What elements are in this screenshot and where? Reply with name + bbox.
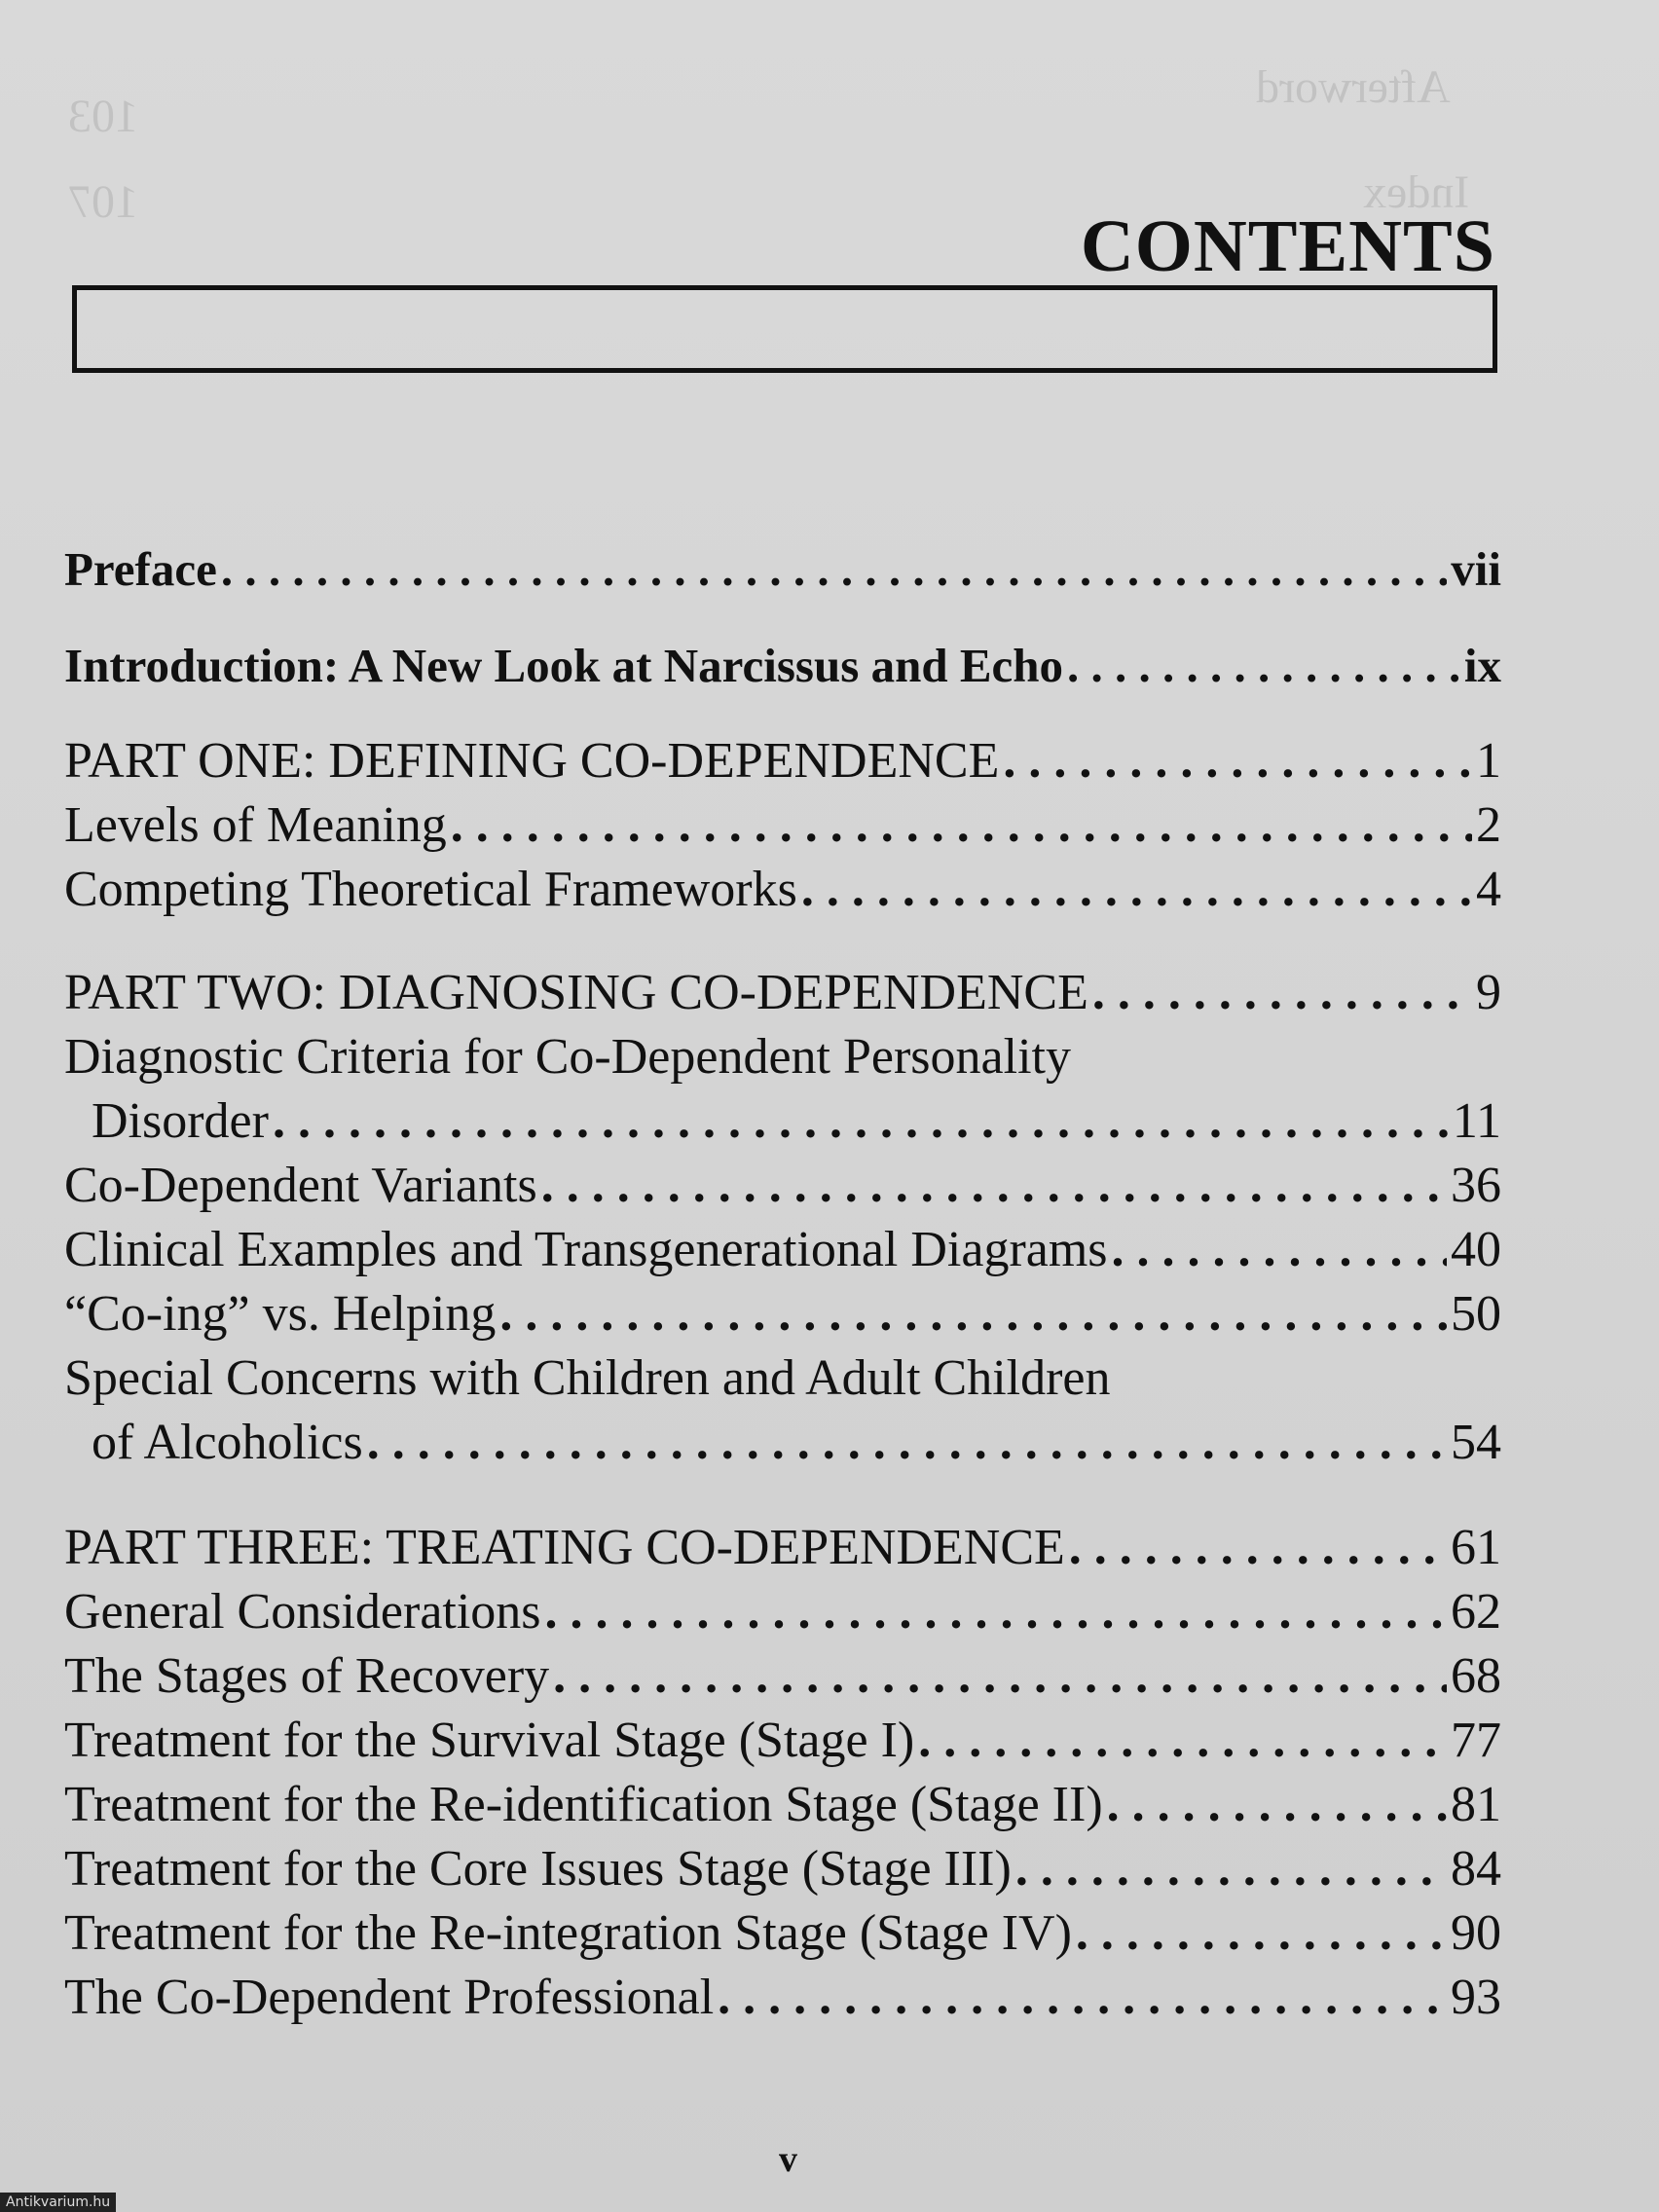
toc-label: The Stages of Recovery [64,1648,550,1704]
toc-label: Competing Theoretical Frameworks [64,862,797,917]
toc-entry-co-ing[interactable] [64,1285,1501,1344]
toc-page-number: 54 [1451,1415,1501,1470]
bleed-through-page-107: 107 [68,176,138,228]
bleed-through-page-103: 103 [68,91,138,142]
toc-entry-part-one[interactable] [64,732,1501,791]
page-folio: v [779,2139,797,2180]
leader-dots [451,796,1472,855]
toc-page-number: vii [1451,542,1501,596]
toc-label: Preface [64,542,217,596]
leader-dots [221,540,1447,599]
leader-dots [273,1092,1449,1151]
leader-dots [1003,732,1472,791]
toc-page-number: 90 [1451,1905,1501,1961]
leader-dots [918,1712,1447,1770]
toc-label: General Considerations [64,1584,541,1640]
toc-page-number: 77 [1451,1713,1501,1768]
watermark: Antikvarium.hu [0,2193,116,2212]
title-rule-box [72,285,1497,373]
toc-entry-part-three[interactable] [64,1519,1501,1577]
toc-label: PART THREE: TREATING CO-DEPENDENCE [64,1520,1065,1575]
toc-label: Disorder [92,1093,269,1149]
bleed-through-index: Index [1363,166,1470,218]
toc-label: Introduction: A New Look at Narcissus and Echo [64,639,1064,692]
toc-entry-codependent-professional[interactable] [64,1969,1501,2027]
toc-label: Treatment for the Core Issues Stage (Stage III) [64,1841,1012,1897]
toc-entry-preface[interactable] [64,540,1501,599]
toc-page-number: 61 [1451,1520,1501,1575]
toc-label: Treatment for the Re-identification Stage (Stage II) [64,1777,1103,1832]
toc-page-number: 93 [1451,1970,1501,2025]
toc-entry-levels-of-meaning[interactable] [64,796,1501,855]
toc-label: Clinical Examples and Transgenerational Diagrams [64,1222,1108,1277]
toc-page-number: 81 [1451,1777,1501,1832]
leader-dots [1112,1221,1447,1279]
toc-entry-competing-frameworks[interactable] [64,861,1501,919]
toc-page-number: 40 [1451,1222,1501,1277]
toc-label: Levels of Meaning [64,797,447,853]
toc-page-number: 9 [1476,965,1501,1020]
toc-page-number: ix [1463,639,1501,692]
toc-entry-stages-of-recovery[interactable] [64,1647,1501,1706]
toc-page-number: 4 [1476,862,1501,917]
toc-entry-special-concerns[interactable] [64,1414,1501,1472]
toc-page-number: 62 [1451,1584,1501,1640]
toc-label: of Alcoholics [92,1415,363,1470]
toc-entry-general-considerations[interactable] [64,1583,1501,1641]
toc-page-number: 1 [1476,733,1501,789]
toc-label: The Co-Dependent Professional [64,1970,715,2025]
toc-label: PART TWO: DIAGNOSING CO-DEPENDENCE [64,965,1088,1020]
toc-page-number: 84 [1451,1841,1501,1897]
toc-entry-diagnostic-criteria[interactable] [64,1092,1501,1151]
toc-entry-diagnostic-criteria-line1: Diagnostic Criteria for Co-Dependent Personality [64,1029,1071,1085]
toc-entry-special-concerns-line1: Special Concerns with Children and Adult Children [64,1350,1111,1406]
toc-page-number: 68 [1451,1648,1501,1704]
toc-entry-reintegration-stage[interactable] [64,1904,1501,1963]
leader-dots [499,1285,1447,1344]
leader-dots [367,1414,1447,1472]
toc-entry-introduction[interactable] [64,637,1501,695]
toc-label: “Co-ing” vs. Helping [64,1286,497,1342]
toc-entry-core-issues-stage[interactable] [64,1840,1501,1899]
toc-label: Co-Dependent Variants [64,1158,537,1213]
leader-dots [1092,964,1472,1022]
leader-dots [1015,1840,1447,1899]
bleed-through-afterword: Afterword [1256,61,1451,113]
toc-label: PART ONE: DEFINING CO-DEPENDENCE [64,733,1000,789]
leader-dots [553,1647,1447,1706]
toc-entry-clinical-examples[interactable] [64,1221,1501,1279]
leader-dots [1069,1519,1447,1577]
page-title: CONTENTS [1080,205,1495,287]
leader-dots [801,861,1472,919]
toc-page-number: 50 [1451,1286,1501,1342]
toc-entry-variants[interactable] [64,1157,1501,1215]
toc-page-number: 11 [1452,1093,1501,1149]
leader-dots [545,1583,1447,1641]
toc-page-number: 2 [1476,797,1501,853]
toc-entry-part-two[interactable] [64,964,1501,1022]
leader-dots [718,1969,1447,2027]
toc-entry-reidentification-stage[interactable] [64,1776,1501,1834]
leader-dots [1067,637,1460,695]
leader-dots [1076,1904,1447,1963]
leader-dots [541,1157,1447,1215]
toc-label: Treatment for the Re-integration Stage (Stage IV) [64,1905,1072,1961]
toc-label: Treatment for the Survival Stage (Stage I) [64,1713,915,1768]
leader-dots [1107,1776,1447,1834]
toc-entry-survival-stage[interactable] [64,1712,1501,1770]
toc-page-number: 36 [1451,1158,1501,1213]
